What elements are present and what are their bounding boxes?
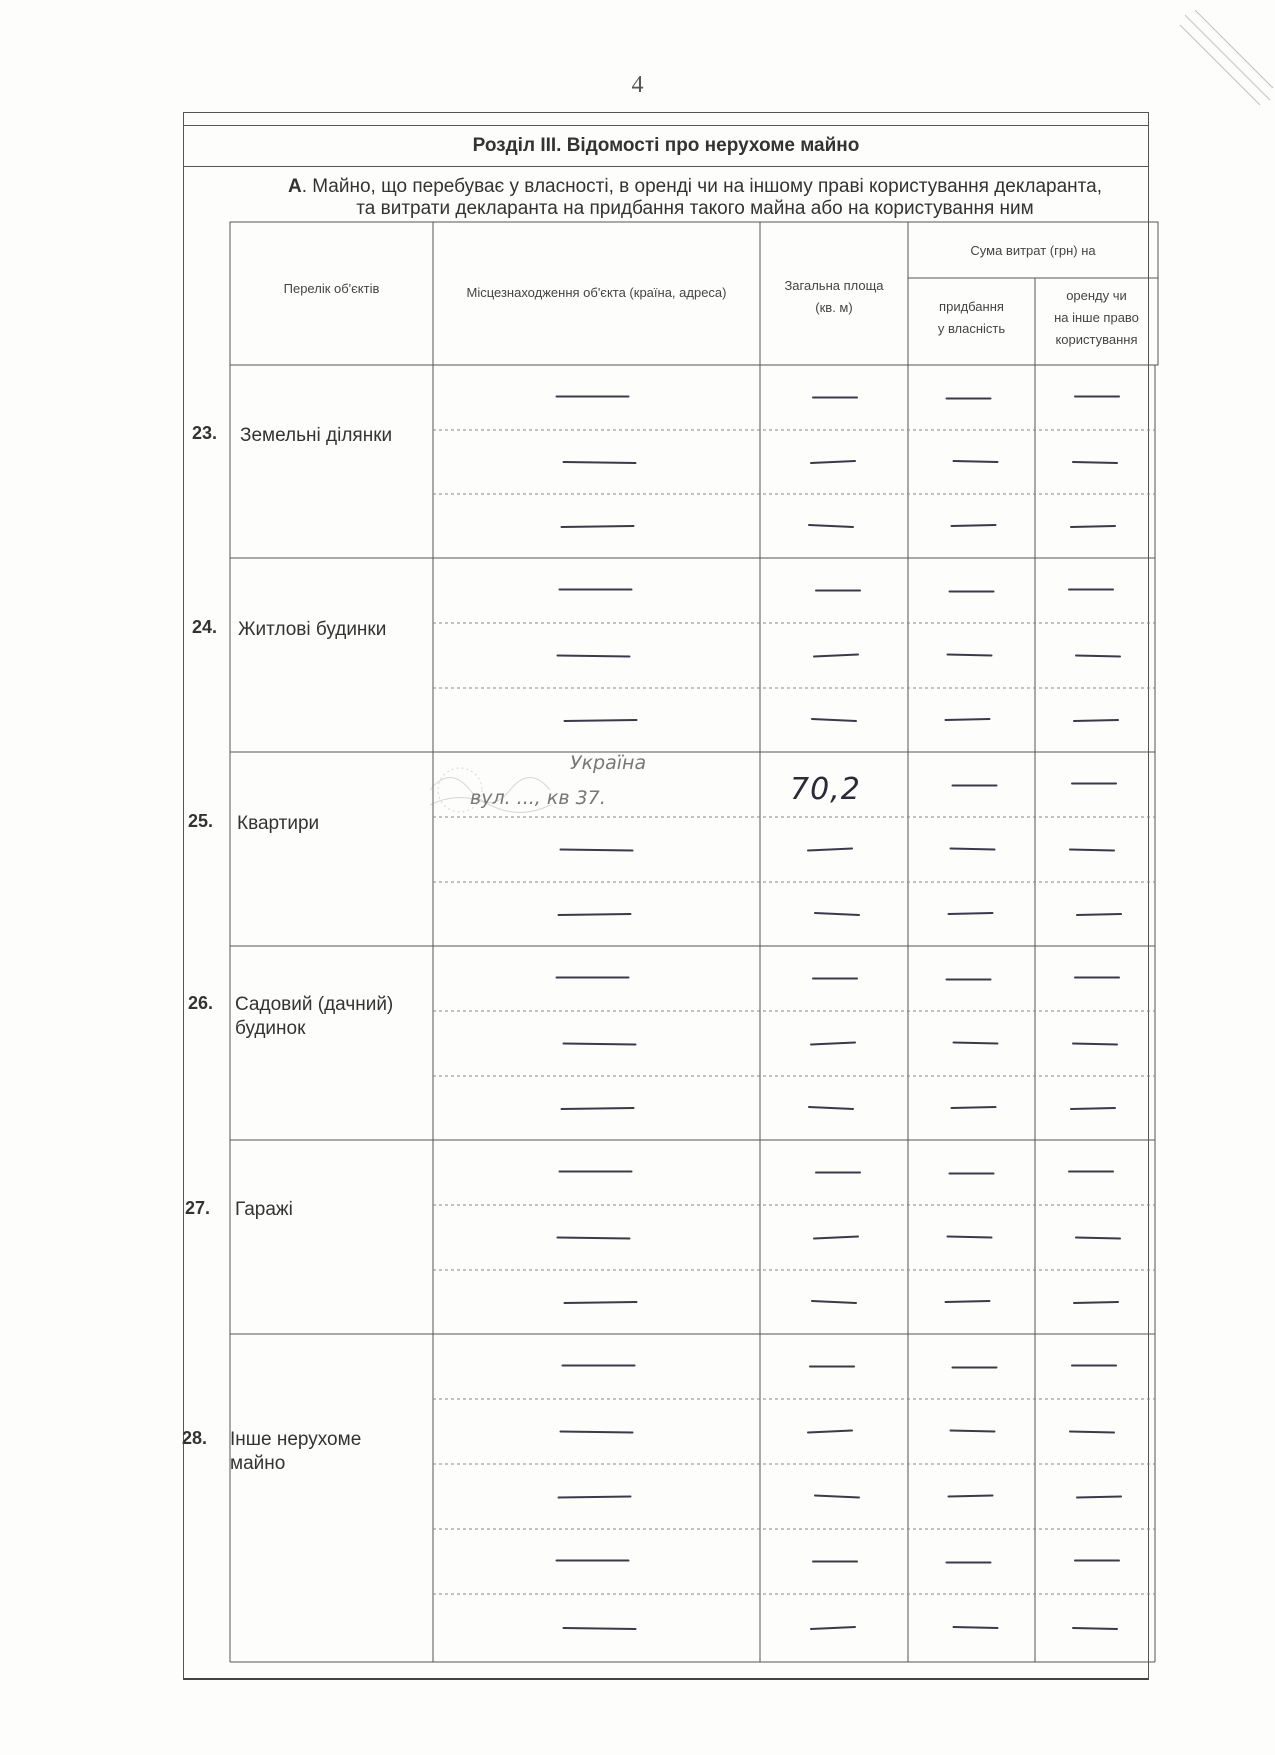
dash-mark [951, 1431, 995, 1432]
header-purchase-line-2: у власність [937, 321, 1006, 336]
dash-mark [814, 1237, 858, 1239]
dash-mark [814, 655, 858, 657]
dash-mark [1074, 720, 1118, 721]
category-other-real-estate [230, 1428, 361, 1476]
category-number-23: 23. [192, 423, 218, 443]
subsection-letter: А [287, 176, 302, 197]
category-number-28: 28. [182, 1428, 208, 1448]
handwritten-dashes [557, 397, 1122, 1630]
dash-mark [808, 1431, 852, 1433]
dash-mark [1073, 462, 1117, 463]
dash-mark [1071, 1108, 1115, 1109]
dash-mark [812, 719, 856, 721]
header-rent [1035, 285, 1158, 351]
dash-mark [812, 1301, 856, 1303]
header-purchase-line-1: придбання [939, 299, 1004, 314]
dash-mark [809, 1107, 853, 1109]
dash-mark [561, 850, 633, 851]
dash-mark [811, 461, 855, 463]
dash-mark [558, 656, 630, 657]
dash-mark [948, 655, 992, 656]
dash-mark [558, 1238, 630, 1239]
dash-mark [1074, 1302, 1118, 1303]
dash-mark [954, 1627, 998, 1628]
dash-mark [564, 1044, 636, 1045]
dash-mark [809, 525, 853, 527]
dash-mark [946, 1301, 990, 1302]
category-number-26: 26. [188, 993, 214, 1013]
handwritten-address-line-1: Україна [570, 752, 647, 774]
dash-mark [811, 1043, 855, 1045]
category-number-25: 25. [188, 811, 214, 831]
dash-mark [564, 462, 636, 463]
subsection-line-1-text: . Майно, що перебуває у власності, в оренді чи на іншому праві користування декларанта, [301, 176, 1103, 197]
dash-mark [562, 526, 634, 527]
header-objects: Перелік об'єктів [283, 281, 380, 296]
category-garden-house-line-2: будинок [235, 1018, 306, 1039]
category-number-24: 24. [192, 617, 218, 637]
dash-mark [561, 1432, 633, 1433]
category-number-27: 27. [185, 1198, 211, 1218]
dash-mark [949, 1496, 993, 1497]
dash-mark [1070, 850, 1114, 851]
header-area [760, 275, 908, 319]
category-residential-houses: Житлові будинки [238, 619, 387, 640]
dash-mark [952, 525, 996, 526]
dash-mark [808, 849, 852, 851]
dash-mark [565, 720, 637, 721]
dash-mark [1073, 1044, 1117, 1045]
header-area-line-2: (кв. м) [815, 300, 853, 315]
dash-mark [1077, 914, 1121, 915]
header-expenses: Сума витрат (грн) на [970, 243, 1096, 258]
dash-mark [1071, 526, 1115, 527]
corner-stamp-mark [1165, 0, 1275, 110]
category-apartments: Квартири [237, 813, 320, 834]
dash-mark [948, 1237, 992, 1238]
header-rent-line-2: на інше право [1054, 310, 1139, 325]
category-garages: Гаражі [235, 1199, 293, 1220]
dash-mark [954, 461, 998, 462]
dash-mark [559, 1497, 631, 1498]
dash-mark [815, 913, 859, 915]
category-garden-house [235, 993, 393, 1041]
dash-mark [1076, 656, 1120, 657]
page-number: 4 [631, 72, 644, 98]
dash-mark [949, 913, 993, 914]
dash-mark [811, 1627, 855, 1629]
dash-mark [559, 914, 631, 915]
dash-mark [951, 849, 995, 850]
dash-mark [565, 1302, 637, 1303]
header-purchase [908, 296, 1035, 340]
dash-mark [1076, 1238, 1120, 1239]
dash-mark [946, 719, 990, 720]
section-title-text: Розділ ІІІ. Відомості про нерухоме майно [472, 135, 860, 156]
header-rent-line-1: оренду чи [1066, 288, 1127, 303]
category-garden-house-line-1: Садовий (дачний) [235, 994, 394, 1015]
category-land-plots: Земельні ділянки [240, 425, 393, 446]
dash-mark [952, 1107, 996, 1108]
dash-mark [954, 1043, 998, 1044]
subsection-line-2: та витрати декларанта на придбання такого майна або на користування ним [356, 198, 1034, 219]
header-location: Місцезнаходження об'єкта (країна, адреса) [466, 285, 727, 300]
dash-mark [1077, 1497, 1121, 1498]
dash-mark [1070, 1432, 1114, 1433]
dash-mark [1073, 1628, 1117, 1629]
dash-mark [562, 1108, 634, 1109]
category-other-line-2: майно [230, 1453, 286, 1474]
dash-mark [564, 1628, 636, 1629]
handwritten-apartment-area: 70,2 [790, 772, 861, 807]
category-other-line-1: Інше нерухоме [230, 1429, 362, 1450]
handwritten-address-line-2: вул. ..., кв 37. [470, 787, 606, 809]
dash-mark [815, 1496, 859, 1498]
header-rent-line-3: користування [1055, 332, 1138, 347]
header-area-line-1: Загальна площа [784, 278, 884, 293]
